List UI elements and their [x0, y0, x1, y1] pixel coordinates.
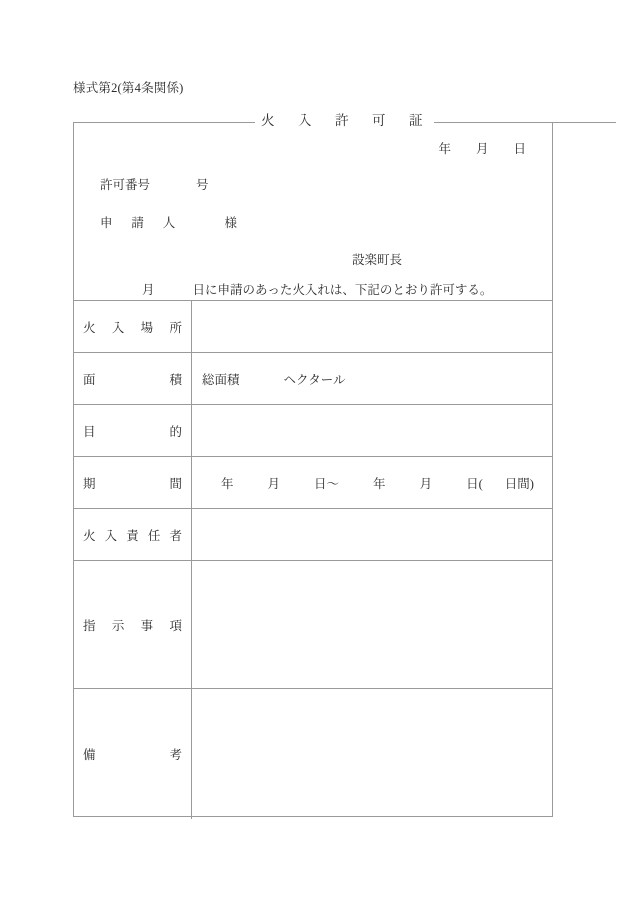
applicant-label: 申 請 人: [100, 216, 179, 230]
row-label-remarks: 備 考: [83, 747, 182, 762]
applicant-honorific: 様: [224, 216, 238, 230]
table-row: [74, 301, 552, 353]
table-row: [74, 353, 552, 405]
table-row: [74, 457, 552, 509]
row-value-supervisor[interactable]: [192, 509, 553, 561]
table-row: [74, 405, 552, 457]
statement-month: 月: [142, 283, 155, 297]
row-label-supervisor: 火 入 責 任 者: [83, 528, 182, 543]
row-label-period: 期 間: [83, 476, 182, 491]
permit-header: [74, 122, 552, 300]
row-label-cell-purpose: [74, 405, 192, 457]
issuer-name: 設楽町長: [352, 253, 403, 267]
table-row: [74, 561, 552, 689]
table-row: [74, 509, 552, 561]
row-label-instructions: 指 示 事 項: [83, 618, 182, 633]
row-value-location[interactable]: [192, 301, 553, 353]
issue-date-line: 年 月 日: [438, 142, 526, 156]
permit-number-unit: 号: [196, 178, 209, 192]
row-label-purpose: 目 的: [83, 424, 182, 439]
row-label-cell-remarks: [74, 689, 192, 819]
row-label-area: 面 積: [83, 372, 182, 387]
permit-number-label: 許可番号: [100, 178, 151, 192]
permit-statement: [74, 122, 552, 300]
row-label-cell-supervisor: [74, 509, 192, 561]
row-label-cell-period: [74, 457, 192, 509]
table-row: [74, 689, 552, 819]
row-value-remarks[interactable]: [192, 689, 553, 819]
row-label-cell-location: [74, 301, 192, 353]
form-number: 様式第2(第4条関係): [73, 81, 184, 95]
row-label-cell-area: [74, 353, 192, 405]
row-value-area[interactable]: 総面積 ヘクタール: [192, 353, 553, 405]
row-label-cell-instructions: [74, 561, 192, 689]
permit-box: [73, 122, 553, 817]
row-label-location: 火 入 場 所: [83, 320, 182, 335]
row-value-period[interactable]: 年 月 日〜 年 月 日( 日間): [192, 457, 553, 509]
document-title: 火 入 許 可 証: [261, 113, 428, 129]
statement-body: 日に申請のあった火入れは、下記のとおり許可する。: [192, 283, 493, 297]
permit-details-table: [74, 300, 552, 819]
row-value-purpose[interactable]: [192, 405, 553, 457]
row-value-instructions[interactable]: [192, 561, 553, 689]
